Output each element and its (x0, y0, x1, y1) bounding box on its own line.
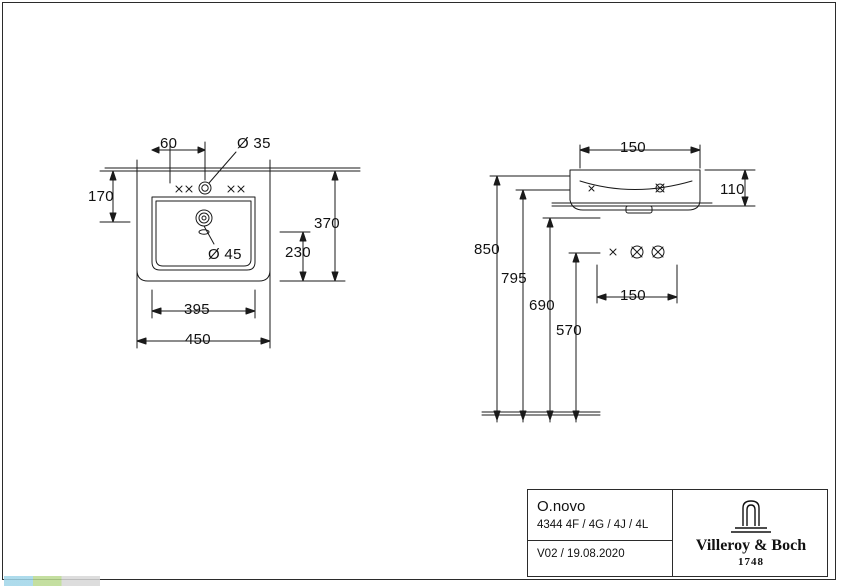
dim-d35: Ø 35 (237, 135, 271, 152)
product-name: O.novo (537, 498, 586, 515)
dim-170: 170 (88, 188, 114, 205)
dim-60: 60 (160, 135, 178, 152)
brand-name: Villeroy & Boch (695, 537, 807, 554)
villeroy-boch-logo-icon (673, 492, 829, 538)
title-block-divider (528, 540, 673, 541)
brand-year: 1748 (738, 556, 764, 568)
article-codes: 4344 4F / 4G / 4J / 4L (537, 519, 649, 531)
title-block-info (528, 490, 673, 576)
dim-795: 795 (501, 270, 527, 287)
dim-690: 690 (529, 297, 555, 314)
dim-150-bottom: 150 (620, 287, 646, 304)
dim-450: 450 (185, 331, 211, 348)
version-date: V02 / 19.08.2020 (537, 548, 625, 560)
dim-230: 230 (285, 244, 311, 261)
dim-850: 850 (474, 241, 500, 258)
dim-395: 395 (184, 301, 210, 318)
brand-block (673, 490, 829, 576)
dim-570: 570 (556, 322, 582, 339)
desktop-edge-artifact (4, 576, 100, 586)
dim-d45: Ø 45 (208, 246, 242, 263)
dim-370: 370 (314, 215, 340, 232)
dim-110: 110 (720, 181, 745, 198)
dim-150-top: 150 (620, 139, 646, 156)
title-block (527, 489, 828, 577)
